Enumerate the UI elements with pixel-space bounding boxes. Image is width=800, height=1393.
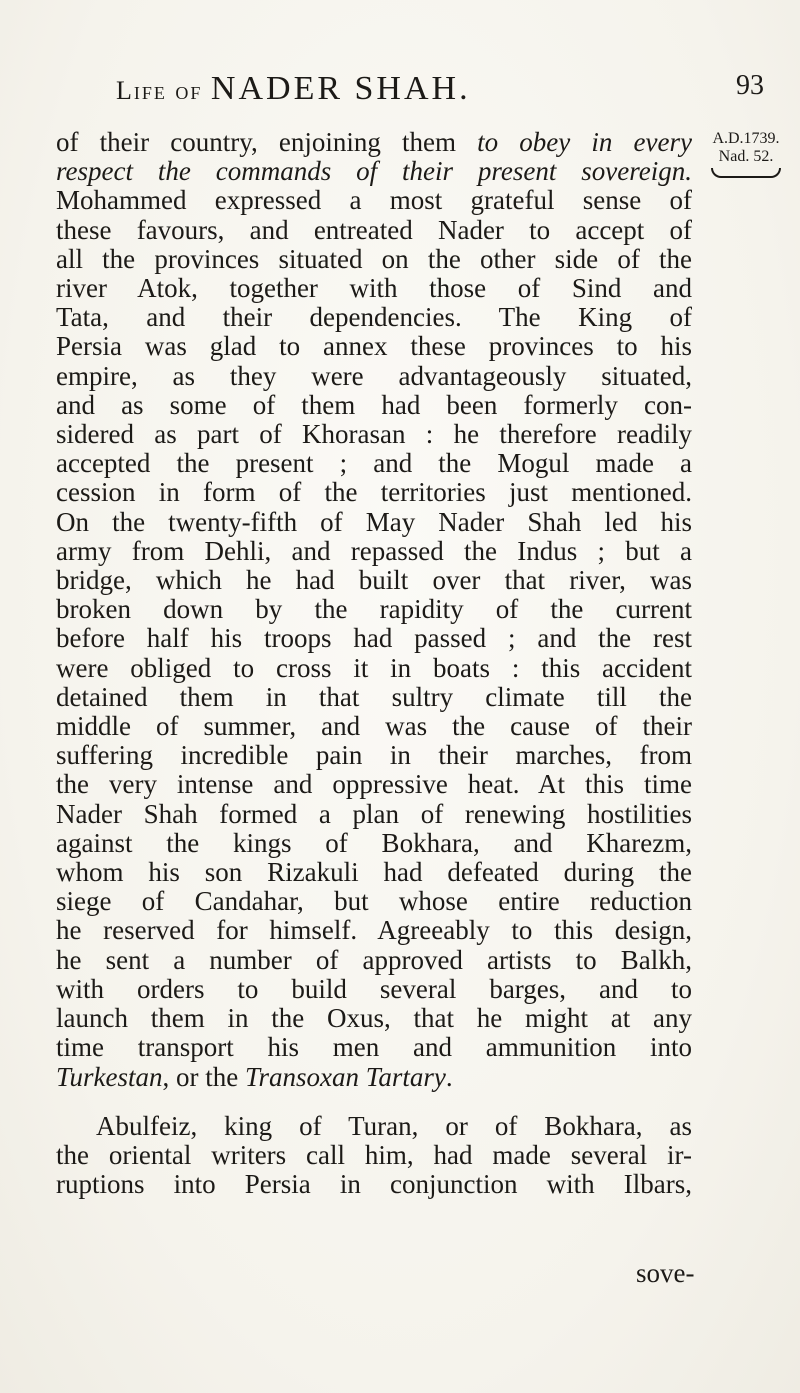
text-line	[56, 478, 692, 507]
text-line	[56, 595, 692, 624]
text-run: sidered as part of Khorasan : he therefore readily	[56, 419, 692, 450]
text-run: suffering incredible pain in their marches, from	[56, 740, 692, 771]
text-run: cession in form of the territories just mentioned.	[56, 477, 692, 508]
text-line	[56, 770, 692, 799]
text-run: he sent a number of approved artists to Balkh,	[56, 944, 692, 975]
text-run: time transport his men and ammunition into	[56, 1032, 692, 1063]
text-run: empire, as they were advantageously situated,	[56, 360, 692, 391]
text-line	[56, 303, 692, 332]
text-line	[56, 1063, 692, 1092]
text-line	[56, 362, 692, 391]
text-line	[56, 420, 692, 449]
text-line	[56, 829, 692, 858]
text-line	[56, 741, 692, 770]
text-line	[56, 449, 692, 478]
body-text	[56, 128, 692, 1199]
text-line	[56, 186, 692, 215]
text-line	[56, 1112, 692, 1141]
text-run: broken down by the rapidity of the current	[56, 594, 692, 625]
text-run: On the twenty-fifth of May Nader Shah led his	[56, 506, 692, 537]
text-run: accepted the present ; and the Mogul made a	[56, 448, 692, 479]
paragraph-gap	[56, 1092, 692, 1112]
text-line	[56, 157, 692, 186]
text-run: bridge, which he had built over that river, was	[56, 565, 692, 596]
text-run: and as some of them had been formerly con-	[56, 389, 692, 420]
text-run: detained them in that sultry climate till the	[56, 681, 692, 712]
text-line	[56, 332, 692, 361]
page-number: 93	[736, 70, 764, 101]
italic-text: Turkestan	[56, 1061, 163, 1092]
text-run: , or the	[162, 1061, 245, 1092]
text-run: the oriental writers call him, had made several ir-	[56, 1139, 692, 1170]
text-line	[56, 128, 692, 157]
text-line	[56, 245, 692, 274]
text-line	[56, 566, 692, 595]
text-line	[56, 537, 692, 566]
text-line	[56, 1141, 692, 1170]
paragraph-2	[56, 1112, 692, 1200]
text-run: Mohammed expressed a most grateful sense of	[56, 185, 692, 216]
text-line	[56, 508, 692, 537]
catchword: sove-	[636, 1258, 695, 1288]
margin-brace	[711, 168, 781, 178]
text-line	[56, 712, 692, 741]
text-run: of their country, enjoining them	[56, 127, 478, 157]
text-run: the very intense and oppressive heat. At this time	[56, 769, 692, 800]
text-line	[56, 946, 692, 975]
text-run: army from Dehli, and repassed the Indus ; but a	[56, 535, 692, 566]
margin-date: A.D.1739.	[712, 130, 780, 147]
italic-text: to obey in every	[477, 127, 692, 157]
text-run: .	[445, 1061, 453, 1092]
text-run: launch them in the Oxus, that he might at any	[56, 1003, 692, 1034]
text-line	[56, 391, 692, 420]
running-title-name: NADER SHAH.	[210, 70, 471, 107]
text-line	[56, 1033, 692, 1062]
running-head	[116, 70, 796, 110]
text-run: river Atok, together with those of Sind and	[56, 273, 692, 304]
text-run: with orders to build several barges, and to	[56, 973, 692, 1004]
text-line	[56, 800, 692, 829]
paragraph-1	[56, 128, 692, 1092]
margin-date-note	[696, 130, 796, 178]
text-line	[56, 683, 692, 712]
italic-text: Transoxan Tartary	[245, 1061, 446, 1092]
text-line	[56, 975, 692, 1004]
text-line	[56, 624, 692, 653]
text-run: Abulfeiz, king of Turan, or of Bokhara, as	[96, 1110, 692, 1141]
text-line	[56, 216, 692, 245]
text-run: ruptions into Persia in conjunction with Ilbars,	[56, 1169, 692, 1200]
text-line	[56, 858, 692, 887]
text-line	[56, 1004, 692, 1033]
text-run: Tata, and their dependencies. The King of	[56, 302, 692, 333]
text-run: he reserved for himself. Agreeably to this design,	[56, 915, 692, 946]
text-run: were obliged to cross it in boats : this accident	[56, 652, 692, 683]
text-run: all the provinces situated on the other side of the	[56, 243, 692, 274]
text-line	[56, 887, 692, 916]
italic-text: respect the commands of their present sovereign.	[56, 156, 692, 187]
running-title-prefix: Life of	[116, 76, 203, 105]
running-title	[116, 70, 471, 108]
text-line	[56, 916, 692, 945]
text-line	[56, 274, 692, 303]
text-run: against the kings of Bokhara, and Kharezm,	[56, 827, 692, 858]
text-run: middle of summer, and was the cause of their	[56, 711, 692, 742]
text-line	[56, 654, 692, 683]
text-run: these favours, and entreated Nader to accept of	[56, 214, 692, 245]
text-run: Nader Shah formed a plan of renewing hostilities	[56, 798, 692, 829]
margin-nad: Nad. 52.	[718, 148, 774, 165]
text-run: whom his son Rizakuli had defeated during the	[56, 857, 692, 888]
text-run: siege of Candahar, but whose entire reduction	[56, 886, 692, 917]
text-run: before half his troops had passed ; and the rest	[56, 623, 692, 654]
text-run: Persia was glad to annex these provinces to his	[56, 331, 692, 362]
text-line	[56, 1170, 692, 1199]
